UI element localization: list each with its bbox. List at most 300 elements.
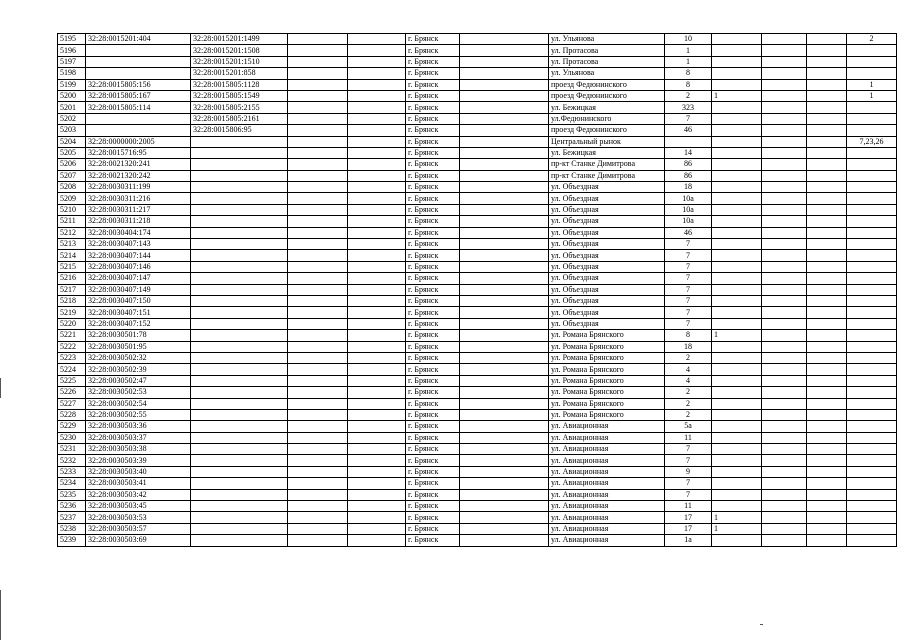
cell-cadastral_land: 32:28:0015201:404	[86, 34, 191, 45]
cell-no: 5221	[58, 330, 86, 341]
cell-c13	[847, 535, 897, 546]
cell-cadastral_object	[191, 444, 288, 455]
cell-c11	[762, 466, 807, 477]
cell-c12	[807, 56, 847, 67]
cell-cadastral_object	[191, 227, 288, 238]
cell-cadastral_land: 32:28:0015805:156	[86, 79, 191, 90]
cell-city: г. Брянск	[406, 489, 460, 500]
cell-city: г. Брянск	[406, 125, 460, 136]
cell-c13	[847, 398, 897, 409]
cell-city: г. Брянск	[406, 56, 460, 67]
cell-c10	[712, 239, 762, 250]
cell-c11	[762, 512, 807, 523]
cell-cadastral_object	[191, 250, 288, 261]
cell-street: ул. Авиационная	[549, 455, 665, 466]
cell-cadastral_land: 32:28:0030501:95	[86, 341, 191, 352]
cell-c5	[348, 330, 406, 341]
cell-c5	[348, 125, 406, 136]
cell-city: г. Брянск	[406, 136, 460, 147]
cell-c13	[847, 45, 897, 56]
cell-cadastral_object: 32:28:0015201:1510	[191, 56, 288, 67]
cell-c4	[288, 478, 348, 489]
table-row	[58, 125, 897, 136]
cell-c4	[288, 307, 348, 318]
cell-c4	[288, 113, 348, 124]
cell-c4	[288, 523, 348, 534]
cell-street: ул. Авиационная	[549, 478, 665, 489]
cell-no: 5226	[58, 387, 86, 398]
cell-c12	[807, 34, 847, 45]
cell-cadastral_land: 32:28:0030407:151	[86, 307, 191, 318]
cell-c13	[847, 341, 897, 352]
cell-c10	[712, 284, 762, 295]
cell-no: 5223	[58, 352, 86, 363]
cell-c11	[762, 409, 807, 420]
cell-no: 5201	[58, 102, 86, 113]
cell-street: ул. Авиационная	[549, 489, 665, 500]
cell-c7	[460, 159, 549, 170]
cell-c12	[807, 478, 847, 489]
cell-c12	[807, 227, 847, 238]
cell-c10	[712, 125, 762, 136]
cell-c7	[460, 147, 549, 158]
cell-house: 18	[665, 341, 712, 352]
cell-street: ул. Авиационная	[549, 421, 665, 432]
cell-c11	[762, 216, 807, 227]
cell-c13	[847, 216, 897, 227]
cell-street: ул. Объездная	[549, 204, 665, 215]
table-row	[58, 79, 897, 90]
cell-c13	[847, 147, 897, 158]
cell-c4	[288, 79, 348, 90]
cell-c4	[288, 239, 348, 250]
cell-c11	[762, 90, 807, 101]
cell-c13	[847, 352, 897, 363]
cell-c11	[762, 102, 807, 113]
cell-c11	[762, 273, 807, 284]
cell-city: г. Брянск	[406, 182, 460, 193]
cell-c13	[847, 421, 897, 432]
cell-no: 5214	[58, 250, 86, 261]
cell-cadastral_land: 32:28:0030503:36	[86, 421, 191, 432]
cell-city: г. Брянск	[406, 307, 460, 318]
cell-no: 5204	[58, 136, 86, 147]
table-row	[58, 512, 897, 523]
cell-c10	[712, 455, 762, 466]
cell-house: 4	[665, 364, 712, 375]
cell-house: 7	[665, 284, 712, 295]
cell-c13	[847, 182, 897, 193]
table-row	[58, 523, 897, 534]
cell-c7	[460, 478, 549, 489]
cell-c11	[762, 79, 807, 90]
cell-street: Центральный рынок	[549, 136, 665, 147]
cell-no: 5210	[58, 204, 86, 215]
cell-c4	[288, 432, 348, 443]
cell-c10	[712, 159, 762, 170]
cell-house: 2	[665, 387, 712, 398]
cell-cadastral_land: 32:28:0030502:53	[86, 387, 191, 398]
cell-c4	[288, 330, 348, 341]
cell-cadastral_land	[86, 56, 191, 67]
cell-c7	[460, 489, 549, 500]
cell-c11	[762, 45, 807, 56]
cell-city: г. Брянск	[406, 318, 460, 329]
cell-c10: 1	[712, 512, 762, 523]
cell-city: г. Брянск	[406, 273, 460, 284]
cell-cadastral_land: 32:28:0030407:144	[86, 250, 191, 261]
cell-street: ул. Авиационная	[549, 466, 665, 477]
cell-c5	[348, 182, 406, 193]
cell-c13: 2	[847, 34, 897, 45]
cell-cadastral_land: 32:28:0030503:40	[86, 466, 191, 477]
cell-c13	[847, 102, 897, 113]
cell-c4	[288, 125, 348, 136]
cell-c5	[348, 466, 406, 477]
table-row	[58, 68, 897, 79]
cell-cadastral_land: 32:28:0030407:143	[86, 239, 191, 250]
cell-city: г. Брянск	[406, 375, 460, 386]
cell-cadastral_land	[86, 45, 191, 56]
cell-c10	[712, 307, 762, 318]
cell-c13	[847, 239, 897, 250]
cell-street: ул. Объездная	[549, 318, 665, 329]
cell-city: г. Брянск	[406, 193, 460, 204]
cell-c11	[762, 501, 807, 512]
cell-house: 7	[665, 307, 712, 318]
cell-city: г. Брянск	[406, 295, 460, 306]
cell-c4	[288, 68, 348, 79]
table-row	[58, 375, 897, 386]
cell-c7	[460, 375, 549, 386]
cell-house: 8	[665, 330, 712, 341]
cell-cadastral_land: 32:28:0030502:32	[86, 352, 191, 363]
cell-cadastral_land: 32:28:0030503:41	[86, 478, 191, 489]
cell-street: ул. Романа Брянского	[549, 364, 665, 375]
cell-city: г. Брянск	[406, 535, 460, 546]
cell-house: 7	[665, 261, 712, 272]
cell-house: 11	[665, 432, 712, 443]
cell-c11	[762, 261, 807, 272]
table-row	[58, 330, 897, 341]
cell-city: г. Брянск	[406, 159, 460, 170]
cell-c12	[807, 466, 847, 477]
table-row	[58, 352, 897, 363]
cell-c11	[762, 68, 807, 79]
cell-c4	[288, 295, 348, 306]
cell-street: ул. Романа Брянского	[549, 375, 665, 386]
cell-c11	[762, 193, 807, 204]
cell-c11	[762, 34, 807, 45]
cell-c13	[847, 444, 897, 455]
cell-cadastral_land: 32:28:0030503:57	[86, 523, 191, 534]
cell-c5	[348, 159, 406, 170]
cell-city: г. Брянск	[406, 387, 460, 398]
cell-cadastral_land	[86, 113, 191, 124]
cell-c11	[762, 204, 807, 215]
table-row	[58, 239, 897, 250]
cell-house: 46	[665, 125, 712, 136]
table-row	[58, 307, 897, 318]
cell-c11	[762, 421, 807, 432]
cell-c11	[762, 478, 807, 489]
cell-c4	[288, 489, 348, 500]
cell-house: 2	[665, 398, 712, 409]
cell-c10	[712, 489, 762, 500]
cell-c4	[288, 421, 348, 432]
cell-street: ул. Авиационная	[549, 512, 665, 523]
cell-no: 5218	[58, 295, 86, 306]
cell-c10	[712, 444, 762, 455]
cell-c7	[460, 341, 549, 352]
cell-c11	[762, 432, 807, 443]
cell-cadastral_object	[191, 193, 288, 204]
cell-cadastral_object	[191, 273, 288, 284]
cell-c10	[712, 341, 762, 352]
cell-no: 5213	[58, 239, 86, 250]
cell-c10	[712, 398, 762, 409]
cell-cadastral_object	[191, 398, 288, 409]
cell-c5	[348, 136, 406, 147]
cell-c12	[807, 136, 847, 147]
cell-street: ул. Бежицкая	[549, 102, 665, 113]
table-row	[58, 455, 897, 466]
cell-city: г. Брянск	[406, 204, 460, 215]
cell-c12	[807, 375, 847, 386]
cell-c7	[460, 512, 549, 523]
cell-city: г. Брянск	[406, 352, 460, 363]
cell-cadastral_land: 32:28:0030503:37	[86, 432, 191, 443]
cell-c10	[712, 352, 762, 363]
cell-city: г. Брянск	[406, 68, 460, 79]
cell-c10	[712, 432, 762, 443]
cell-house: 7	[665, 444, 712, 455]
cell-c4	[288, 501, 348, 512]
cell-c5	[348, 478, 406, 489]
cell-c12	[807, 455, 847, 466]
cell-c4	[288, 409, 348, 420]
cell-c13	[847, 113, 897, 124]
cell-cadastral_land: 32:28:0030502:47	[86, 375, 191, 386]
cell-c12	[807, 159, 847, 170]
cell-c7	[460, 45, 549, 56]
cell-cadastral_object	[191, 341, 288, 352]
cell-c12	[807, 250, 847, 261]
cell-c4	[288, 261, 348, 272]
cell-c7	[460, 421, 549, 432]
cell-no: 5230	[58, 432, 86, 443]
register-table	[57, 33, 897, 547]
cell-street: ул. Авиационная	[549, 523, 665, 534]
cell-c7	[460, 523, 549, 534]
cell-cadastral_object	[191, 239, 288, 250]
cell-cadastral_land	[86, 125, 191, 136]
cell-c11	[762, 147, 807, 158]
cell-c11	[762, 523, 807, 534]
cell-no: 5233	[58, 466, 86, 477]
cell-c13	[847, 261, 897, 272]
table-row	[58, 478, 897, 489]
cell-c10	[712, 227, 762, 238]
cell-cadastral_object: 32:28:0015805:2155	[191, 102, 288, 113]
cell-city: г. Брянск	[406, 523, 460, 534]
cell-house: 7	[665, 295, 712, 306]
cell-c13	[847, 159, 897, 170]
cell-c13	[847, 455, 897, 466]
cell-c12	[807, 523, 847, 534]
cell-c7	[460, 466, 549, 477]
cell-c5	[348, 68, 406, 79]
cell-c12	[807, 284, 847, 295]
cell-c12	[807, 512, 847, 523]
cell-cadastral_object	[191, 352, 288, 363]
table-row	[58, 90, 897, 101]
cell-c5	[348, 364, 406, 375]
table-row	[58, 159, 897, 170]
cell-cadastral_object	[191, 307, 288, 318]
cell-cadastral_object	[191, 147, 288, 158]
cell-house: 7	[665, 318, 712, 329]
cell-c5	[348, 489, 406, 500]
table-row	[58, 136, 897, 147]
cell-c7	[460, 535, 549, 546]
cell-cadastral_land	[86, 68, 191, 79]
cell-c5	[348, 444, 406, 455]
cell-c5	[348, 341, 406, 352]
cell-c5	[348, 398, 406, 409]
cell-house: 7	[665, 478, 712, 489]
cell-c7	[460, 170, 549, 181]
cell-c4	[288, 170, 348, 181]
cell-c5	[348, 170, 406, 181]
table-row	[58, 204, 897, 215]
cell-cadastral_land: 32:28:0030311:218	[86, 216, 191, 227]
cell-c5	[348, 535, 406, 546]
cell-c13	[847, 68, 897, 79]
table-row	[58, 432, 897, 443]
cell-street: ул. Романа Брянского	[549, 409, 665, 420]
cell-city: г. Брянск	[406, 421, 460, 432]
cell-no: 5207	[58, 170, 86, 181]
cell-c5	[348, 193, 406, 204]
cell-c13	[847, 501, 897, 512]
cell-c5	[348, 421, 406, 432]
cell-house: 10а	[665, 204, 712, 215]
cell-cadastral_land: 32:28:0021320:242	[86, 170, 191, 181]
cell-c4	[288, 341, 348, 352]
table-row	[58, 421, 897, 432]
cell-c11	[762, 136, 807, 147]
cell-c7	[460, 90, 549, 101]
cell-c13	[847, 512, 897, 523]
cell-c7	[460, 79, 549, 90]
cell-c13	[847, 227, 897, 238]
cell-no: 5239	[58, 535, 86, 546]
table-row	[58, 261, 897, 272]
cell-no: 5222	[58, 341, 86, 352]
scan-edge-mark-bottom	[0, 590, 1, 640]
table-row	[58, 34, 897, 45]
cell-street: ул. Объездная	[549, 250, 665, 261]
cell-c12	[807, 489, 847, 500]
cell-c10	[712, 273, 762, 284]
cell-city: г. Брянск	[406, 444, 460, 455]
cell-cadastral_land: 32:28:0015805:167	[86, 90, 191, 101]
cell-c10	[712, 56, 762, 67]
cell-city: г. Брянск	[406, 284, 460, 295]
cell-c11	[762, 56, 807, 67]
cell-c7	[460, 398, 549, 409]
cell-c12	[807, 432, 847, 443]
cell-no: 5234	[58, 478, 86, 489]
cell-no: 5235	[58, 489, 86, 500]
cell-cadastral_object: 32:28:0015201:1508	[191, 45, 288, 56]
cell-c7	[460, 444, 549, 455]
cell-c10	[712, 170, 762, 181]
cell-c10	[712, 466, 762, 477]
table-row	[58, 56, 897, 67]
cell-c11	[762, 250, 807, 261]
cell-cadastral_object	[191, 512, 288, 523]
cell-street: проезд Федюнинского	[549, 125, 665, 136]
table-row	[58, 227, 897, 238]
cell-no: 5197	[58, 56, 86, 67]
table-row	[58, 45, 897, 56]
cell-c7	[460, 239, 549, 250]
cell-cadastral_land: 32:28:0030407:150	[86, 295, 191, 306]
cell-c10	[712, 375, 762, 386]
scan-edge-mark-top	[0, 378, 1, 398]
cell-c5	[348, 56, 406, 67]
cell-city: г. Брянск	[406, 364, 460, 375]
cell-c10	[712, 147, 762, 158]
cell-house: 14	[665, 147, 712, 158]
cell-c7	[460, 318, 549, 329]
cell-c10	[712, 216, 762, 227]
cell-c11	[762, 113, 807, 124]
cell-c13	[847, 478, 897, 489]
cell-c5	[348, 79, 406, 90]
cell-c4	[288, 147, 348, 158]
cell-city: г. Брянск	[406, 34, 460, 45]
cell-city: г. Брянск	[406, 478, 460, 489]
cell-c10	[712, 193, 762, 204]
cell-c4	[288, 444, 348, 455]
cell-house: 1	[665, 45, 712, 56]
cell-city: г. Брянск	[406, 239, 460, 250]
cell-c10	[712, 387, 762, 398]
cell-street: ул. Протасова	[549, 45, 665, 56]
cell-no: 5209	[58, 193, 86, 204]
cell-cadastral_object	[191, 455, 288, 466]
cell-c5	[348, 432, 406, 443]
cell-c7	[460, 250, 549, 261]
cell-c4	[288, 204, 348, 215]
cell-c7	[460, 330, 549, 341]
cell-street: ул. Авиационная	[549, 432, 665, 443]
cell-cadastral_object: 32:28:0015806:95	[191, 125, 288, 136]
cell-c11	[762, 535, 807, 546]
cell-house	[665, 136, 712, 147]
cell-street: ул. Романа Брянского	[549, 352, 665, 363]
table-row	[58, 250, 897, 261]
cell-c12	[807, 409, 847, 420]
cell-street: ул. Объездная	[549, 295, 665, 306]
cell-c5	[348, 387, 406, 398]
cell-c4	[288, 56, 348, 67]
cell-street: ул. Романа Брянского	[549, 387, 665, 398]
cell-cadastral_land: 32:28:0021320:241	[86, 159, 191, 170]
